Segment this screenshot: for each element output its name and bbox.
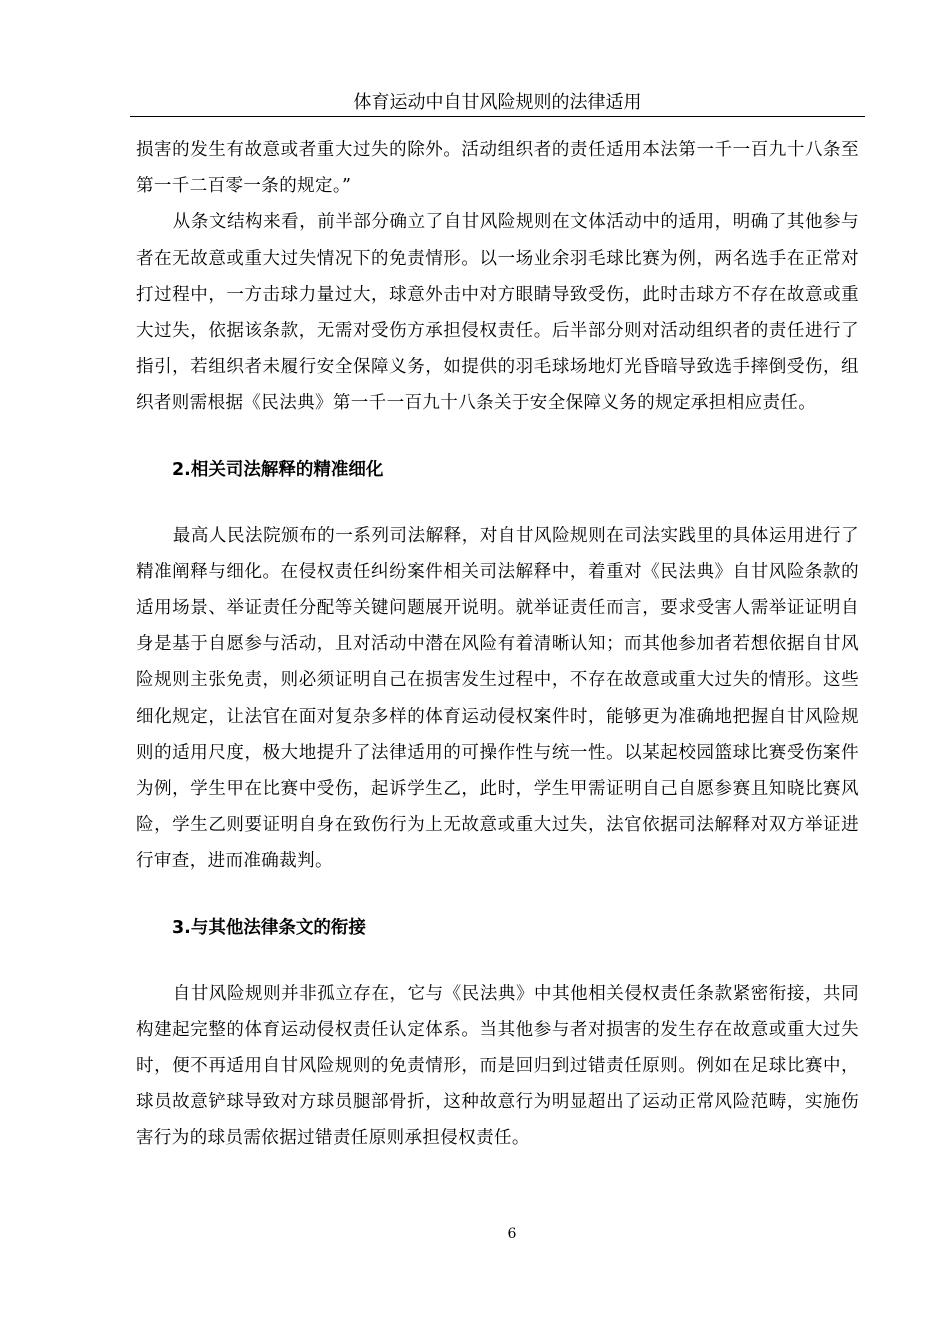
paragraph-structure: 从条文结构来看，前半部分确立了自甘风险规则在文体活动中的适用，明确了其他参与者在无故意或重大过失情况下的免责情形。以一场业余羽毛球比赛为例，两名选手在正常对打过程中，一方击球力量过大，球意外击中对方眼睛导致受伤，此时击球方不存在故意或重大过失，依据该条款，无需对受伤方承担侵权责任。后半部分则对活动组织者的责任进行了指引，若组织者未履行安全保障义务，如提供的羽毛球场地灯光昏暗导致选手摔倒受伤，组织者则需根据《民法典》第一千一百九十八条关于安全保障义务的规定承担相应责任。 [136, 212, 859, 414]
paragraph-continued: 损害的发生有故意或者重大过失的除外。活动组织者的责任适用本法第一千一百九十八条至第一千二百零一条的规定。” [136, 140, 859, 197]
section-heading-legal-linkage: 3.与其他法律条文的衔接 [172, 917, 366, 938]
section-heading-judicial-interpretation: 2.相关司法解释的精准细化 [172, 459, 384, 480]
page-header-title: 体育运动中自甘风险规则的法律适用 [353, 92, 642, 113]
paragraph-linkage: 自甘风险规则并非孤立存在，它与《民法典》中其他相关侵权责任条款紧密衔接，共同构建起完整的体育运动侵权责任认定体系。当其他参与者对损害的发生存在故意或重大过失时，便不再适用自甘风险规则的免责情形，而是回归到过错责任原则。例如在足球比赛中，球员故意铲球导致对方球员腿部骨折，这种故意行为明显超出了运动正常风险范畴，实施伤害行为的球员需依据过错责任原则承担侵权责任。 [136, 983, 859, 1149]
document-body [136, 132, 859, 1157]
header-divider [130, 116, 865, 117]
paragraph-judicial: 最高人民法院颁布的一系列司法解释，对自甘风险规则在司法实践里的具体运用进行了精准阐释与细化。在侵权责任纠纷案件相关司法解释中，着重对《民法典》自甘风险条款的适用场景、举证责任分配等关键问题展开说明。就举证责任而言，要求受害人需举证证明自身是基于自愿参与活动，且对活动中潜在风险有着清晰认知；而其他参加者若想依据自甘风险规则主张免责，则必须证明自己在损害发生过程中，不存在故意或重大过失的情形。这些细化规定，让法官在面对复杂多样的体育运动侵权案件时，能够更为准确地把握自甘风险规则的适用尺度，极大地提升了法律适用的可操作性与统一性。以某起校园篮球比赛受伤案件为例，学生甲在比赛中受伤，起诉学生乙，此时，学生甲需证明自己自愿参赛且知晓比赛风险，学生乙则要证明自身在致伤行为上无故意或重大过失，法官依据司法解释对双方举证进行审查，进而准确裁判。 [136, 525, 859, 872]
page-number: 6 [507, 1226, 517, 1242]
